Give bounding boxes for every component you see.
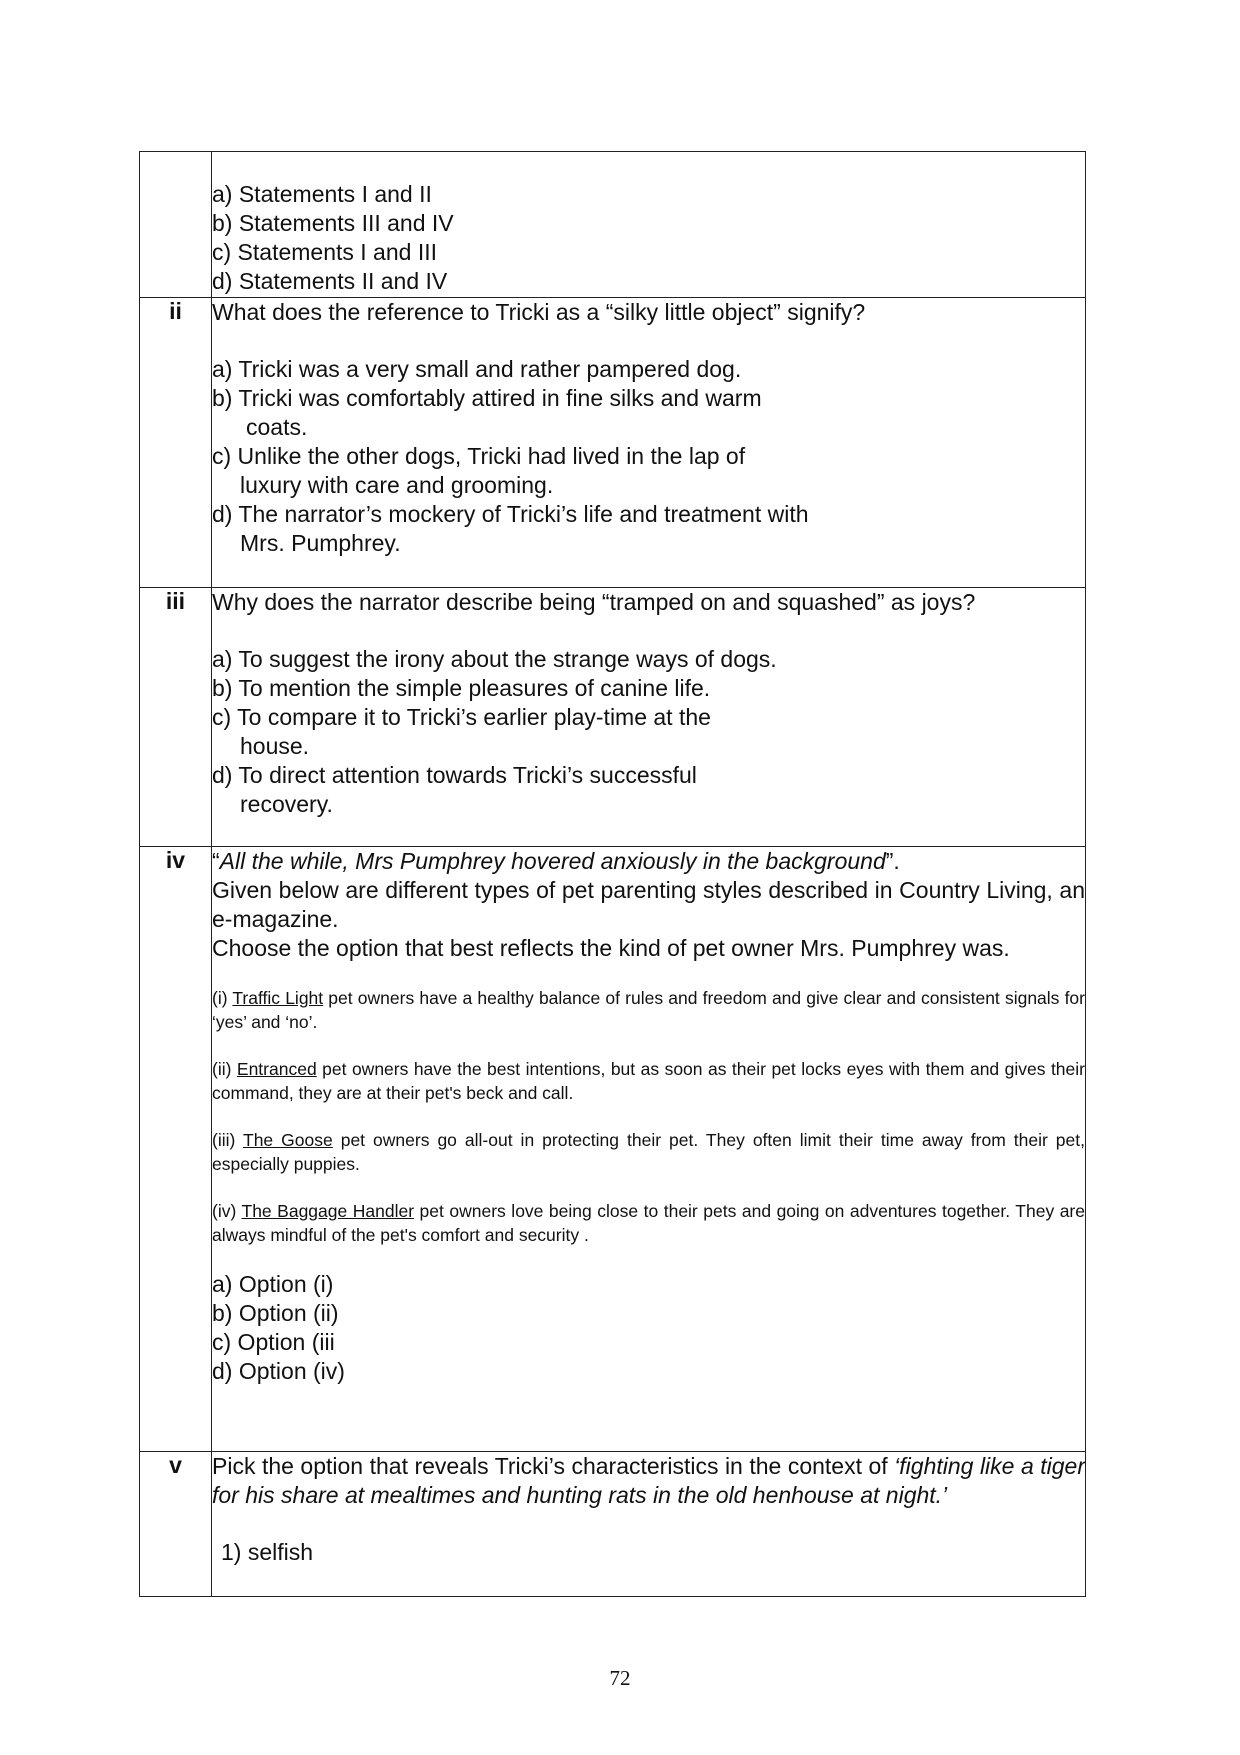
style-the-goose: (iii) The Goose pet owners go all-out in protecting their pet. They often limit their time away from their pet, especially puppies. xyxy=(212,1130,1085,1174)
question-content xyxy=(212,298,1086,588)
option-1: 1) selfish xyxy=(221,1539,314,1565)
option-d-continued: recovery. xyxy=(240,791,333,817)
option-d: d) To direct attention towards Tricki’s successful xyxy=(212,762,697,788)
question-row-continued xyxy=(140,152,1086,298)
option-b: b) Option (ii) xyxy=(212,1300,339,1326)
option-d: d) The narrator’s mockery of Tricki’s life and treatment with xyxy=(212,501,809,527)
option-c: c) Option (iii xyxy=(212,1329,335,1355)
question-instruction: Choose the option that best reflects the kind of pet owner Mrs. Pumphrey was. xyxy=(212,935,1010,961)
option-b: b) To mention the simple pleasures of canine life. xyxy=(212,675,711,701)
question-number: iii xyxy=(140,588,212,847)
style-baggage-handler: (iv) The Baggage Handler pet owners love being close to their pets and going on adventures together. They are always mindful of the pet's comfort and security . xyxy=(212,1201,1085,1245)
option-b: b) Tricki was comfortably attired in fine silks and warm xyxy=(212,385,762,411)
question-table xyxy=(139,151,1086,1597)
option-d: d) Statements II and IV xyxy=(212,268,448,294)
option-c-continued: house. xyxy=(240,733,310,759)
option-a: a) Statements I and II xyxy=(212,181,432,207)
question-text: What does the reference to Tricki as a “silky little object” signify? xyxy=(212,299,866,325)
option-c-continued: luxury with care and grooming. xyxy=(240,472,554,498)
question-row-v xyxy=(140,1452,1086,1597)
question-text: Pick the option that reveals Tricki’s characteristics in the context of ‘fighting like a tiger for his share at mealtimes and hunting rats in the old henhouse at night.’ xyxy=(212,1453,1085,1508)
question-content xyxy=(212,588,1086,847)
question-intro: Given below are different types of pet parenting styles described in Country Living, an e-magazine. xyxy=(212,877,1085,932)
question-number xyxy=(140,152,212,298)
question-quote: “All the while, Mrs Pumphrey hovered anxiously in the background”. xyxy=(212,848,900,874)
question-row-iii xyxy=(140,588,1086,847)
question-content xyxy=(212,152,1086,298)
option-c: c) To compare it to Tricki’s earlier play-time at the xyxy=(212,704,711,730)
option-b: b) Statements III and IV xyxy=(212,210,454,236)
option-a: a) Tricki was a very small and rather pampered dog. xyxy=(212,356,742,382)
question-row-ii xyxy=(140,298,1086,588)
question-content xyxy=(212,1452,1086,1597)
question-row-iv xyxy=(140,847,1086,1452)
page-number: 72 xyxy=(609,1666,631,1690)
option-c: c) Unlike the other dogs, Tricki had lived in the lap of xyxy=(212,443,746,469)
style-entranced: (ii) Entranced pet owners have the best intentions, but as soon as their pet locks eyes with them and gives their command, they are at their pet's beck and call. xyxy=(212,1059,1085,1103)
style-traffic-light: (i) Traffic Light pet owners have a healthy balance of rules and freedom and give clear and consistent signals for ‘yes’ and ‘no’. xyxy=(212,988,1085,1032)
option-d-continued: Mrs. Pumphrey. xyxy=(240,530,401,556)
question-number: v xyxy=(140,1452,212,1597)
question-content xyxy=(212,847,1086,1452)
option-d: d) Option (iv) xyxy=(212,1358,345,1384)
option-a: a) Option (i) xyxy=(212,1271,334,1297)
option-b-continued: coats. xyxy=(246,414,308,440)
option-c: c) Statements I and III xyxy=(212,239,437,265)
question-number: iv xyxy=(140,847,212,1452)
question-number: ii xyxy=(140,298,212,588)
question-text: Why does the narrator describe being “tramped on and squashed” as joys? xyxy=(212,589,976,615)
option-a: a) To suggest the irony about the strange ways of dogs. xyxy=(212,646,777,672)
